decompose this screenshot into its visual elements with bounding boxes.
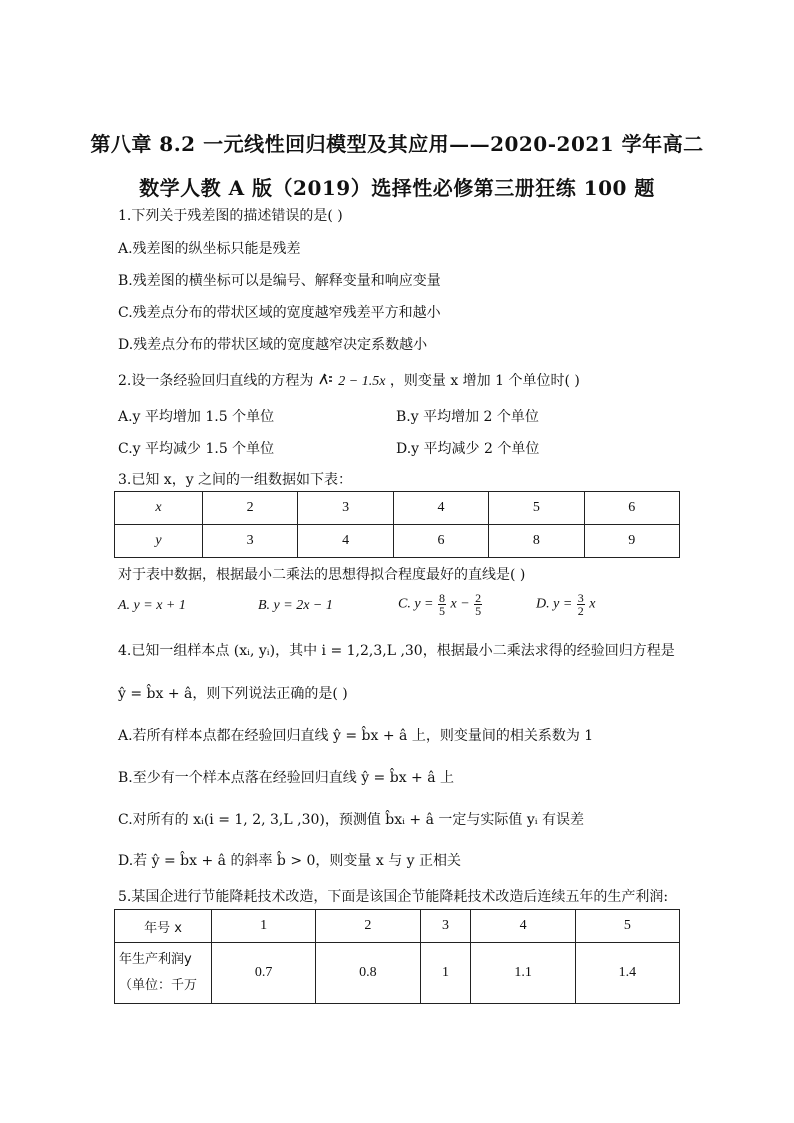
- q1-option-b: B.残差图的横坐标可以是编号、解释变量和响应变量: [118, 273, 441, 289]
- table-cell: 2: [202, 492, 297, 525]
- fraction: $\frac{2}{5}$: [475, 591, 482, 618]
- q2-stem: [118, 370, 580, 390]
- table-cell: 4: [298, 525, 393, 558]
- table-cell: 0.8: [316, 943, 420, 1004]
- table-cell: 6: [393, 525, 488, 558]
- table-cell: 4: [471, 910, 575, 943]
- table-row: [115, 525, 680, 558]
- q1-stem: 1.下列关于残差图的描述错误的是( ): [118, 208, 343, 224]
- table-cell: 9: [584, 525, 679, 558]
- q3-option-c: C. y = $\frac{8}{5}$ x − $\frac{2}{5}$: [398, 591, 482, 618]
- q4-option-c: C.对所有的 xᵢ(i = 1, 2, 3,L ,30)，预测值 b̂xᵢ + â 一定与实际值 yᵢ 有误差: [118, 812, 585, 828]
- table-cell: 5: [489, 492, 584, 525]
- table-cell: 1.4: [575, 943, 679, 1004]
- document-title-line1: 第八章 8.2 一元线性回归模型及其应用——2020-2021 学年高二: [90, 132, 704, 156]
- q4-option-a: A.若所有样本点都在经验回归直线 ŷ = b̂x + â 上，则变量间的相关系数为 1: [118, 728, 594, 744]
- table-cell: x: [115, 492, 203, 525]
- q2-stem-equation: 2 − 1.5x: [338, 374, 386, 389]
- q2-stem-post: ，则变量 x 增加 1 个单位时( ): [389, 373, 580, 389]
- q5-data-table: [114, 909, 680, 1004]
- table-cell: 年生产利润y （单位：千万: [115, 943, 212, 1004]
- q2-stem-pre: 2.设一条经验回归直线的方程为: [118, 373, 314, 389]
- table-cell: 3: [298, 492, 393, 525]
- yhat-equals-glyph-icon: [318, 373, 334, 387]
- q1-option-c: C.残差点分布的带状区域的宽度越窄残差平方和越小: [118, 305, 441, 321]
- table-cell: 8: [489, 525, 584, 558]
- table-row: [115, 492, 680, 525]
- q1-option-a: A.残差图的纵坐标只能是残差: [118, 241, 301, 257]
- table-cell: y: [115, 525, 203, 558]
- table-cell: 年号 x: [115, 910, 212, 943]
- q2-option-b: B.y 平均增加 2 个单位: [396, 409, 539, 425]
- fraction: $\frac{3}{2}$: [577, 591, 584, 618]
- q4-option-d: D.若 ŷ = b̂x + â 的斜率 b̂ > 0，则变量 x 与 y 正相关: [118, 853, 462, 869]
- table-cell: 3: [420, 910, 471, 943]
- table-cell: 5: [575, 910, 679, 943]
- q3-option-d: D. y = $\frac{3}{2}$ x: [536, 591, 596, 618]
- q4-stem: 4.已知一组样本点 (xᵢ, yᵢ)，其中 i = 1,2,3,L ,30，根据最小二乘法求得的经验回归方程是: [118, 643, 675, 659]
- table-cell: 4: [393, 492, 488, 525]
- q4-option-b: B.至少有一个样本点落在经验回归直线 ŷ = b̂x + â 上: [118, 770, 455, 786]
- table-cell: 0.7: [212, 943, 316, 1004]
- fraction: $\frac{8}{5}$: [439, 591, 445, 618]
- q3-option-a: A. y = x + 1: [118, 598, 186, 613]
- table-cell: 3: [202, 525, 297, 558]
- q5-stem: 5.某国企进行节能降耗技术改造，下面是该国企节能降耗技术改造后连续五年的生产利润:: [118, 889, 669, 905]
- document-title-line2: 数学人教 A 版（2019）选择性必修第三册狂练 100 题: [139, 176, 655, 200]
- q2-option-c: C.y 平均减少 1.5 个单位: [118, 441, 275, 457]
- table-cell: 6: [584, 492, 679, 525]
- q3-data-table: [114, 491, 680, 558]
- table-row: [115, 910, 680, 943]
- table-cell: 2: [316, 910, 420, 943]
- table-cell: 1: [420, 943, 471, 1004]
- q1-option-d: D.残差点分布的带状区域的宽度越窄决定系数越小: [118, 337, 428, 353]
- q3-follow-text: 对于表中数据，根据最小二乘法的思想得拟合程度最好的直线是( ): [118, 567, 526, 583]
- table-row: [115, 943, 680, 1004]
- q2-option-a: A.y 平均增加 1.5 个单位: [118, 409, 275, 425]
- table-cell: 1.1: [471, 943, 575, 1004]
- q2-option-d: D.y 平均减少 2 个单位: [396, 441, 540, 457]
- q3-stem: 3.已知 x，y 之间的一组数据如下表：: [118, 472, 353, 488]
- q3-option-b: B. y = 2x − 1: [258, 598, 333, 613]
- q4-stem-continued: ŷ = b̂x + â，则下列说法正确的是( ): [118, 686, 348, 702]
- table-cell: 1: [212, 910, 316, 943]
